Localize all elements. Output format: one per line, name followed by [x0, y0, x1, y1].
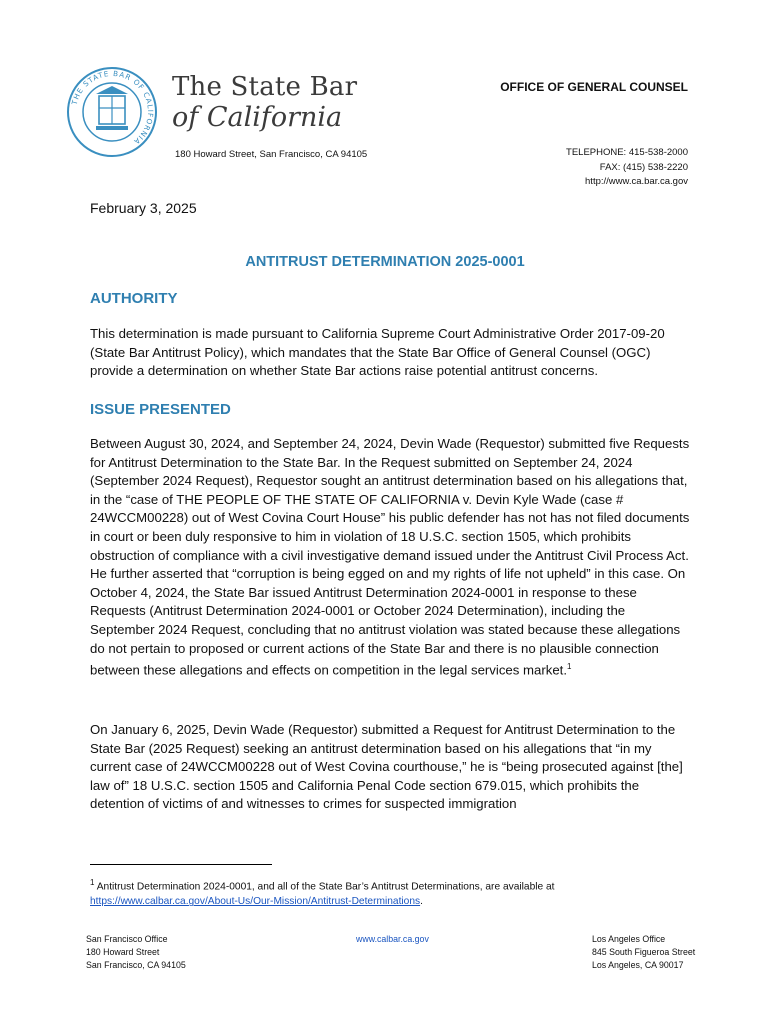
office-label: OFFICE OF GENERAL COUNSEL [500, 80, 688, 94]
footer-line: 845 South Figueroa Street [592, 947, 696, 957]
header-address: 180 Howard Street, San Francisco, CA 94105 [175, 149, 368, 160]
footnote-end: . [420, 896, 423, 908]
header-contact [566, 146, 688, 190]
paragraph: On January 6, 2025, Devin Wade (Requestor) submitted a Request for Antitrust Determination to the State Bar (2025 Request) seeking an antitrust determination based on his allegations that “in my current case of 24WCCM00228 out of West Covina courthouse,” he is “being prosecuted against [the] law of” 18 U.S.C. section 1505 and California Penal Code section 679.015, which prohibits the detention of victims of and witnesses to crimes for suspected immigration [90, 722, 683, 812]
svg-text:THE STATE BAR OF CALIFORNIA: THE STATE BAR OF CALIFORNIA [69, 68, 156, 147]
fax: FAX: (415) 538-2220 [599, 161, 688, 173]
footer-line: 180 Howard Street [86, 947, 160, 957]
footer-sf-office [86, 933, 186, 972]
footer-line: San Francisco Office [86, 934, 168, 944]
footnote-divider [90, 864, 272, 865]
document-date: February 3, 2025 [90, 200, 197, 216]
paragraph-text: Between August 30, 2024, and September 24, 2024, Devin Wade (Requestor) submitted five Requests for Antitrust Determination to the State Bar. In the Request submitted on September 24, 2024 (September 2024 Request), Requestor sought an antitrust determination based on his allegations that, in the “case of THE PEOPLE OF THE STATE OF CALIFORNIA v. Devin Kyle Wade (case # 24WCCM00228) out of West Covina Court House” his public defender has not has not filed documents in court or been duly responsive to him in violation of 18 U.S.C. section 1505, which prohibits obstruction of compliance with a civil investigative demand issued under the Antitrust Civil Process Act. He further asserted that “corruption is being egged on and my rights of life not upheld” in this case. On October 4, 2024, the State Bar issued Antitrust Determination 2024-0001 in response to these Requests (Antitrust Determination 2024-0001 or October 2024 Determination), including the September 2024 Request, concluding that no antitrust violation was stated because these allegations do not pertain to proposed or current actions of the State Bar and there is no plausible connection between these allegations and effects on competition in the legal services market. [90, 436, 690, 678]
header-website-link[interactable]: http://www.ca.bar.ca.gov [585, 176, 688, 187]
telephone: TELEPHONE: 415-538-2000 [566, 147, 688, 158]
issue-paragraph-1 [90, 435, 690, 680]
footer-la-office [592, 933, 695, 972]
state-bar-seal [66, 66, 158, 158]
footer-line: San Francisco, CA 94105 [86, 960, 186, 970]
footnote-marker: 1 [90, 878, 95, 887]
issue-paragraph-2 [90, 721, 690, 814]
footnote-reference[interactable]: 1 [566, 662, 572, 672]
footnote-text: Antitrust Determination 2024-0001, and all of the State Bar’s Antitrust Determinations, are available at [96, 881, 555, 893]
footer-website-link[interactable]: www.calbar.ca.gov [356, 934, 429, 944]
footnote-link[interactable]: https://www.calbar.ca.gov/About-Us/Our-Mission/Antitrust-Determinations [90, 896, 421, 908]
document-title: ANTITRUST DETERMINATION 2025-0001 [245, 254, 525, 270]
authority-paragraph [90, 325, 690, 381]
footer-line: Los Angeles Office [592, 934, 666, 944]
paragraph: This determination is made pursuant to California Supreme Court Administrative Order 2017-09-20 (State Bar Antitrust Policy), which mandates that the State Bar Office of General Counsel (OGC) provide a determination on whether State Bar actions raise potential antitrust concerns. [90, 326, 665, 379]
paragraph [90, 435, 690, 680]
section-heading-authority: AUTHORITY [90, 290, 178, 307]
footnote [90, 875, 690, 909]
section-heading-issue: ISSUE PRESENTED [90, 401, 231, 418]
brand-logotype [172, 72, 357, 134]
brand-line1: The State Bar [172, 72, 358, 102]
brand-line2: of California [172, 102, 343, 133]
footer-line: Los Angeles, CA 90017 [592, 960, 684, 970]
